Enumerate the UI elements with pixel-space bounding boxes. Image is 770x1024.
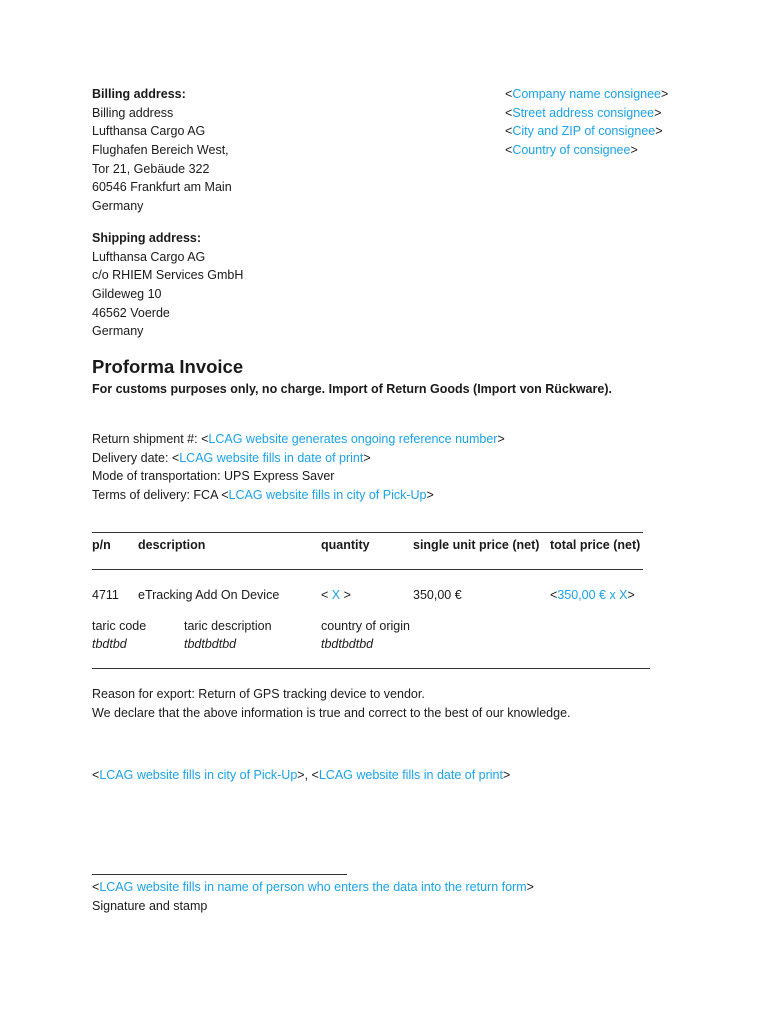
consignee-street-placeholder: Street address consignee (512, 105, 655, 120)
signature-line (92, 874, 347, 875)
return-shipment-label: Return shipment #: (92, 432, 202, 446)
table-top-divider (92, 532, 643, 533)
country-of-origin-value: tbdtbdtbd (321, 637, 374, 651)
billing-address-line: Billing address (92, 105, 174, 120)
shipping-address-line: c/o RHIEM Services GmbH (92, 268, 244, 283)
sub-header-taric-code: taric code (92, 619, 147, 633)
row-unit-price: 350,00 € (413, 588, 462, 602)
consignee-company-line: <Company name consignee> (505, 87, 669, 101)
sub-header-taric-description: taric description (184, 619, 272, 633)
row-quantity-placeholder: X (331, 588, 341, 602)
consignee-street-line: <Street address consignee> (505, 105, 662, 120)
taric-description-value: tbdtbdtbd (184, 637, 237, 651)
consignee-country-placeholder: Country of consignee (512, 143, 631, 158)
place-date-line: <LCAG website fills in city of Pick-Up>, <LCAG website fills in date of print> (92, 768, 511, 782)
billing-address-line: 60546 Frankfurt am Main (92, 180, 232, 195)
consignee-city-placeholder: City and ZIP of consignee (512, 124, 656, 139)
shipping-address-line: Lufthansa Cargo AG (92, 249, 206, 264)
consignee-country-line: <Country of consignee> (505, 143, 638, 158)
signature-caption: Signature and stamp (92, 898, 208, 913)
column-header-unit-price: single unit price (net) (413, 538, 540, 552)
terms-of-delivery-line: Terms of delivery: FCA <LCAG website fills in city of Pick-Up> (92, 488, 434, 503)
sub-header-country-of-origin: country of origin (321, 619, 410, 633)
billing-address-line: Tor 21, Gebäude 322 (92, 161, 210, 176)
column-header-description: description (138, 538, 206, 552)
billing-address-line: Lufthansa Cargo AG (92, 124, 206, 139)
column-header-pn: p/n (92, 538, 111, 552)
invoice-subtitle: For customs purposes only, no charge. Import of Return Goods (Import von Rückware). (92, 382, 612, 396)
signature-block (92, 878, 534, 915)
consignee-city-line: <City and ZIP of consignee> (505, 124, 663, 139)
shipping-address-line: 46562 Voerde (92, 305, 170, 320)
return-shipment-line: Return shipment #: <LCAG website generates ongoing reference number> (92, 432, 505, 446)
billing-address-block (92, 85, 232, 216)
declaration-block (92, 685, 571, 722)
signer-name-line: <LCAG website fills in name of person who enters the data into the return form> (92, 880, 534, 894)
billing-address-line: Germany (92, 199, 144, 214)
shipping-address-heading: Shipping address: (92, 231, 202, 245)
shipment-details-block (92, 430, 505, 505)
signer-name-placeholder: LCAG website fills in name of person who enters the data into the return form (99, 880, 527, 894)
row-quantity: < X > (321, 588, 351, 602)
column-header-quantity: quantity (321, 538, 370, 552)
delivery-date-label: Delivery date: (92, 450, 172, 465)
row-total-price: <350,00 € x X> (550, 588, 635, 602)
taric-code-value: tbdtbd (92, 637, 127, 651)
table-bottom-divider (92, 668, 650, 669)
mode-of-transportation-line: Mode of transportation: UPS Express Saver (92, 469, 335, 484)
terms-of-delivery-placeholder: LCAG website fills in city of Pick-Up (228, 488, 427, 503)
page-title: Proforma Invoice (92, 356, 244, 377)
column-header-total-price: total price (net) (550, 538, 641, 552)
row-description: eTracking Add On Device (138, 588, 280, 602)
declaration-statement: We declare that the above information is true and correct to the best of our knowledge. (92, 705, 571, 720)
shipping-address-line: Germany (92, 324, 144, 339)
date-placeholder: LCAG website fills in date of print (318, 768, 503, 782)
shipping-address-block (92, 229, 243, 341)
billing-address-heading: Billing address: (92, 87, 186, 101)
table-header-divider (92, 569, 643, 570)
terms-of-delivery-label: Terms of delivery: FCA (92, 488, 222, 503)
delivery-date-line: Delivery date: <LCAG website fills in date of print> (92, 450, 371, 465)
consignee-company-placeholder: Company name consignee (512, 87, 662, 101)
consignee-address-block (505, 85, 668, 160)
billing-address-line: Flughafen Bereich West, (92, 143, 229, 158)
shipping-address-line: Gildeweg 10 (92, 287, 162, 302)
place-placeholder: LCAG website fills in city of Pick-Up (99, 768, 298, 782)
reason-for-export: Reason for export: Return of GPS tracking device to vendor. (92, 687, 425, 701)
return-shipment-placeholder: LCAG website generates ongoing reference number (208, 432, 498, 446)
row-pn: 4711 (92, 588, 119, 602)
row-total-price-placeholder: 350,00 € x X (557, 588, 628, 602)
delivery-date-placeholder: LCAG website fills in date of print (179, 450, 364, 465)
